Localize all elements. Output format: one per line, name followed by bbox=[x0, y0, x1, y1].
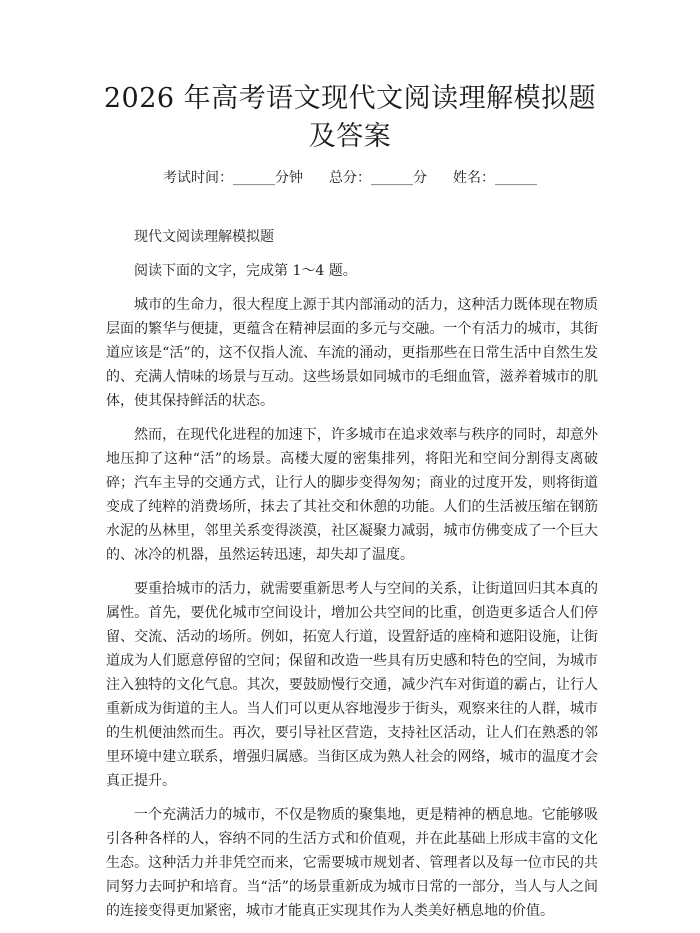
document-title: 2026 年高考语文现代文阅读理解模拟题及答案 bbox=[103, 83, 597, 152]
paragraph-3: 要重拾城市的活力，就需要重新思考人与空间的关系，让街道回归其本真的属性。首先，要优化城市空间设计，增加公共空间的比重，创造更多适合人们停留、交流、活动的场所。例如，拓宽人行道，设置舒适的座椅和遮阳设施，让街道成为人们愿意停留的空间；保留和改造一些具有历史感和特色的空间，为城市注入独特的文化气息。其次，要鼓励慢行交通，减少汽车对街道的霸占，让行人重新成为街道的主人。当人们可以更从容地漫步于街头，观察来往的人群，城市的生机便油然而生。再次，要引导社区营造，支持社区活动，让人们在熟悉的邻里环境中建立联系，增强归属感。当街区成为熟人社会的网络，城市的温度才会真正提升。 bbox=[106, 581, 598, 789]
student-name-field: 姓名：______ bbox=[453, 170, 537, 186]
paragraph-2: 然而，在现代化进程的加速下，许多城市在追求效率与秩序的同时，却意外地压抑了这种“活”的场景。高楼大厦的密集排列，将阳光和空间分割得支离破碎；汽车主导的交通方式，让行人的脚步变得匆匆；商业的过度开发，则将街道变成了纯粹的消费场所，抹去了其社交和休憩的功能。人们的生活被压缩在钢筋水泥的丛林里，邻里关系变得淡漠，社区凝聚力减弱，城市仿佛变成了一个巨大的、冰冷的机器，虽然运转迅速，却失却了温度。 bbox=[106, 427, 598, 563]
document-body bbox=[106, 225, 598, 933]
reading-instruction: 阅读下面的文字，完成第 1～4 题。 bbox=[134, 263, 357, 279]
total-score-field: 总分：______分 bbox=[329, 170, 427, 186]
paragraph-4: 一个充满活力的城市，不仅是物质的聚集地，更是精神的栖息地。它能够吸引各种各样的人，容纳不同的生活方式和价值观，并在此基础上形成丰富的文化生态。这种活力并非凭空而来，它需要城市规划者、管理者以及每一位市民的共同努力去呵护和培育。当“活”的场景重新成为城市日常的一部分，当人与人之间的连接变得更加紧密，城市才能真正实现其作为人类美好栖息地的价值。 bbox=[106, 807, 598, 919]
exam-info-line bbox=[0, 168, 700, 188]
paragraph-1: 城市的生命力，很大程度上源于其内部涌动的活力，这种活力既体现在物质层面的繁华与便捷，更蕴含在精神层面的多元与交融。一个有活力的城市，其街道应该是“活”的，这不仅指人流、车流的涌动，更指那些在日常生活中自然生发的、充满人情味的场景与互动。这些场景如同城市的毛细血管，滋养着城市的肌体，使其保持鲜活的状态。 bbox=[106, 297, 598, 409]
exam-time-field: 考试时间：______分钟 bbox=[163, 170, 303, 186]
section-heading: 现代文阅读理解模拟题 bbox=[134, 229, 274, 245]
